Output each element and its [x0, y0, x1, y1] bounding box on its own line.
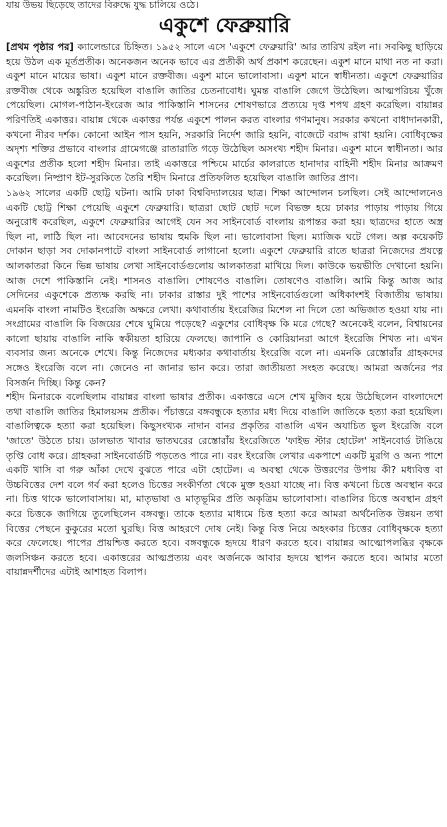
continued-from-front-page-tag: [প্রথম পৃষ্ঠার পর] [6, 42, 74, 53]
paragraph-1-text: ক্যালেন্ডারে চিহ্নিত। ১৯৫২ সালে এসে 'একুশে ফেব্রুয়ারি' আর তারিখ রইল না। সবকিছু ছাড়িয়ে হয়ে উঠল এক মূর্তপ্রতীক। অনেকজন অনেক ভাবে এর প্রতীকী অর্থ প্রকাশ করেছেন। একুশ মানে মাথা নত না করা। একুশ মানে মায়ের ভাষা। একুশ মানে রক্তবীজ। একুশ মানে ভালোবাসা। একুশ মানে স্বাধীনতা। একুশে ফেব্রুয়ারির রক্তবীজ থেকে অঙ্কুরিত হয়েছিল বাঙালি জাতির চেতনাবোধ। ঘুমন্ত বাঙালি জেগে উঠেছিল। আত্মপরিচয় খুঁজে পেয়েছিল। মোগল-পাঠান-ইংরেজ আর পাকিস্তানি শাসনের শোষণভারে প্রত্যয়ে দৃপ্ত শপথ গ্রহণ করেছিল। বায়ান্নর পরিণতিই একাত্তর। বায়ান্ন থেকে একাত্তর পর্যন্ত একুশে পালন করত বাংলার গণমানুষ। সরকার কখনো বাধাদানকারী, কখনো নীরব দর্শক। কোনো আইন পাস হয়নি, সরকারি নির্দেশ জারি হয়নি, বাজেটে বরাদ্দ রাখা হয়নি। বোধিবৃক্ষের অদৃশ্য শক্তির প্রভাবে বাংলার গ্রামেগঞ্জে রাতারাতি গড়ে উঠেছিল অসংখ্য শহীদ মিনার। একুশ মানে স্বাধীনতা। আর একুশের প্রতীক হলো শহীদ মিনার। তাই একাত্তরে পশ্চিমে মার্চের কালরাতে হানাদার বাহিনী শহীদ মিনার আক্রমণ করেছিল। নিষ্প্রাণ ইট-সুরকিতে তৈরি শহীদ মিনারে প্রতিফলিত হয়েছিল বাঙালি জাতির প্রাণ। [6, 42, 443, 185]
article-body [6, 41, 443, 827]
article-paragraph-1 [6, 41, 443, 187]
article-paragraph-2: ১৯৬২ সালের একটি ছোট্ট ঘটনা। আমি ঢাকা বিশ্ববিদ্যালয়ের ছাত্র। শিক্ষা আন্দোলন চলছিল। সেই আন্দোলনেও একটি ছোট্ট শিক্ষা পেয়েছি একুশে ফেব্রুয়ারি। ছাত্ররা ছোট ছোট দলে বিভক্ত হয়ে ঢাকার পাড়ায় পাড়ায় গিয়ে অনুরোধ করেছিল, একুশে ফেব্রুয়ারির আগেই যেন সব সাইনবোর্ড বাংলায় রূপান্তর করা হয়। ছাত্রদের হাতে অস্ত্র ছিল না, লাঠি ছিল না। আবেদনের ভাষায় হুমকি ছিল না। ভালোবাসা ছিল। ম্যাজিক ঘটে গেল। অল্প কয়েকটি দোকান ছাড়া সব দোকানপাটে বাংলা সাইনবোর্ড লাগানো হলো। একুশে ফেব্রুয়ারি রাতে ছাত্ররা নিজেদের প্রযত্নে আলকাতরা কিনে ভিন্ন ভাষায় লেখা সাইনবোর্ডগুলোয় আলকাতরা মাখিয়ে দিল। কাউকে ভয়ভীতি দেখানো হয়নি। আজ দেশে পাকিস্তানি নেই। শাসনও বাঙালি। শোষণেও বাঙালি। তোষণেও বাঙালি। আমি কিন্তু আজ আর সেদিনের একুশেকে প্রত্যক্ষ করছি না। ঢাকার রাস্তার দুই পাশের সাইনবোর্ডগুলো অধিকাংশই বিজাতীয় ভাষায়। এমনকি বাংলা নামটিও ইংরেজি অক্ষরে লেখা। কথাবার্তায় ইংরেজির মিশেল না দিলে তো অভিজাত হওয়া যায় না। সংগ্রামের বাঙালি কি বিজয়ের শেষে ঘুমিয়ে পড়েছে? একুশের বোধিবৃক্ষ কি মরে গেছে? অনেকেই বলেন, বিশ্বায়নের কালো ছায়ায় বাঙালি নাকি স্বকীয়তা হারিয়ে ফেলছে। জাপানি ও কোরিয়ানরা আগে ইংরেজি শিখত না। এখন ব্যবসার জন্য অনেকে শেখে। কিন্তু নিজেদের মধ্যকার কথাবার্তায় ইংরেজি বলে না। এমনকি রেস্তোরাঁর গ্রাহকদের সঙ্গেও ইংরেজি বলে না। জেনেও না জানার ভান করে। তারা জাতীয়তা সংহত করেছে। আমরা অর্জনের পর বিসর্জন দিচ্ছি। কিন্তু কেন? [6, 187, 443, 389]
previous-column-fragment: যায় উভয় ছিঁড়েছে তাদের বিরুদ্ধে যুদ্ধ চালিয়ে ওঠে। [6, 0, 199, 11]
article-title: একুশে ফেব্রুয়ারি [158, 13, 291, 37]
article-paragraph-3: শহীদ মিনারকে বলেছিলাম বায়ান্নর বাংলা ভাষার প্রতীক। একাত্তরে এসে শেখ মুজিব হয়ে উঠেছিলেন বাংলাদেশে তথা বাঙালি জাতির হিমালয়সম প্রতীক। পঁচাত্তরে বঙ্গবন্ধুকে হত্যার মধ্য দিয়ে বাঙালি জাতিকে হত্যা করা হয়েছিল। বাঙালিত্বকে হত্যা করা হয়েছিল। কিছুসংখ্যক নাদান বানর প্রকৃতির বাঙালি এখন অযাচিত ভুল ইংরেজি বলে 'জাতে' উঠতে চায়। ডালভাত খাবার ভাতঘরের রেস্তোরাঁয় ইংরেজিতে 'ফাইভ স্টার হোটেল' সাইনবোর্ড টাঙিয়ে তৃপ্তি বোধ করে। গ্রাহকরা সাইনবোর্ডটি পড়তেও পারে না। বরং ইংরেজি লেখার একপাশে একটি মুরগি ও অন্য পাশে একটি খাসি বা গরু আঁকা দেখে বুঝতে পারে এটা হোটেল। এ অবস্থা থেকে উত্তরণের উপায় কী? মধ্যবিত্ত বা উচ্চবিত্তের দেশ বলে গর্ব করা হলেও চিত্তের সংকীর্ণতা থেকে মুক্ত হওয়া যাচ্ছে না। বিত্ত কখনো চিত্তে অবস্থান করে না। চিত্ত থাকে ভালোবাসায়। মা, মাতৃভাষা ও মাতৃভূমির প্রতি অকৃত্রিম ভালোবাসা। বাঙালির চিত্তে অবস্থান গ্রহণ করে চিত্তকে জাগিয়ে তুলেছিলেন বঙ্গবন্ধু। তাকে হত্যার মাধ্যমে চিত্ত হত্যা করে আমরা অর্থনৈতিক উন্নয়ন তথা বিত্তের পেছনে কুকুরের মতো ঘুরছি। বিত্ত আহরণে দোষ নেই। কিন্তু বিত্ত নিয়ে অহংকার চিত্তের বোধিবৃক্ষকে হত্যা করে ফেলেছে। পাপের প্রায়শ্চিত্ত করতে হবে। বঙ্গবন্ধুকে হৃদয়ে ধারণ করতে হবে। বায়ান্নর আত্মোপলব্ধির বৃক্ষকে জলসিঞ্চন করতে হবে। একাত্তরের আত্মপ্রত্যয় এবং অর্জনকে আবার হৃদয়ে স্থাপন করতে হবে। আমার মতো বায়ান্নদর্শীদের এটাই আশাহত বিলাপ। [6, 392, 443, 579]
title-block [6, 13, 443, 37]
